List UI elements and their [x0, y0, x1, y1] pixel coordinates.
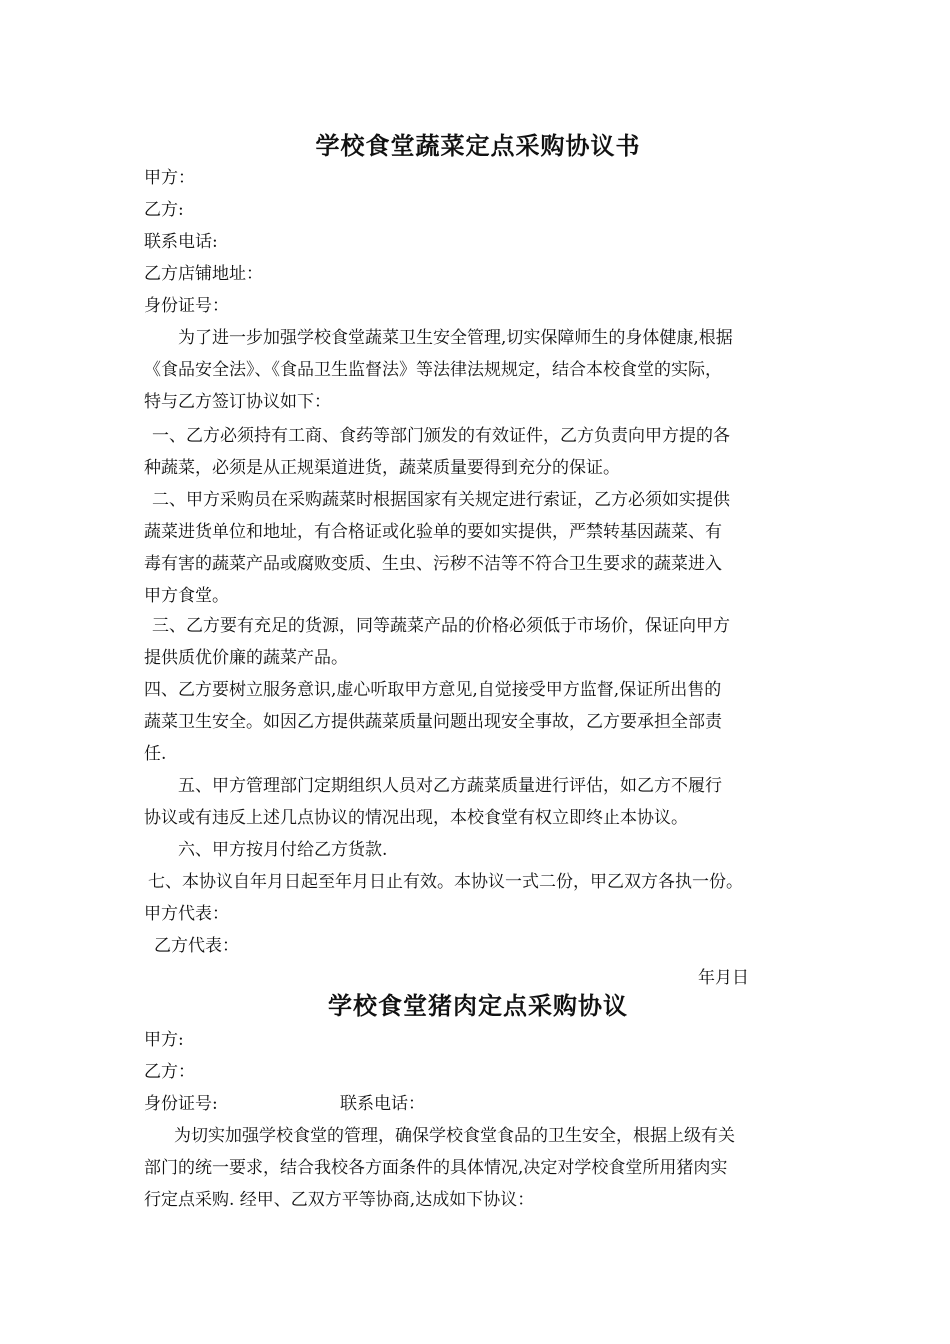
doc1-intro-line: 《食品安全法》、《食品卫生监督法》等法律法规规定，结合本校食堂的实际， [144, 360, 722, 380]
clause-line: 甲方食堂。 [144, 586, 229, 606]
doc1-shop-address: 乙方店铺地址： [144, 264, 263, 284]
doc2-title: 学校食堂猪肉定点采购协议 [328, 991, 628, 1020]
clause-line: 一、乙方必须持有工商、食药等部门颁发的有效证件，乙方负责向甲方提的各 [152, 426, 730, 446]
doc1-id-number: 身份证号： [144, 296, 229, 316]
doc1-intro-line: 特与乙方签订协议如下： [144, 392, 331, 412]
doc1-party-a: 甲方： [144, 168, 195, 188]
doc1-rep-b: 乙方代表： [154, 936, 239, 956]
clause-line: 种蔬菜，必须是从正规渠道进货，蔬菜质量要得到充分的保证。 [144, 458, 620, 478]
doc2-intro-line: 为切实加强学校食堂的管理，确保学校食堂食品的卫生安全，根据上级有关 [174, 1126, 735, 1146]
doc2-party-a: 甲方: [144, 1030, 184, 1050]
doc1-rep-a: 甲方代表： [144, 904, 229, 924]
doc1-phone: 联系电话: [144, 232, 218, 252]
clause-line: 四、乙方要树立服务意识,虚心听取甲方意见,自觉接受甲方监督,保证所出售的 [144, 680, 722, 700]
doc2-intro [144, 1120, 812, 1216]
doc1-party-b: 乙方: [144, 200, 184, 220]
doc1-date: 年月日 [698, 968, 749, 988]
clause-line: 二、甲方采购员在采购蔬菜时根据国家有关规定进行索证，乙方必须如实提供 [152, 490, 730, 510]
doc1-clause-7: 七、本协议自年月日起至年月日止有效。本协议一式二份，甲乙双方各执一份。 [148, 872, 743, 892]
clause-line: 蔬菜进货单位和地址，有合格证或化验单的要如实提供，严禁转基因蔬菜、有 [144, 522, 722, 542]
doc2-intro-line: 部门的统一要求，结合我校各方面条件的具体情况,决定对学校食堂所用猪肉实 [144, 1158, 728, 1178]
doc1-clause-3 [144, 610, 812, 674]
clause-line: 毒有害的蔬菜产品或腐败变质、生虫、污秽不洁等不符合卫生要求的蔬菜进入 [144, 554, 722, 574]
doc1-clause-6: 六、甲方按月付给乙方货款. [178, 840, 388, 860]
doc1-clause-4 [144, 674, 812, 770]
doc2-intro-line: 行定点采购. 经甲、乙双方平等协商,达成如下协议： [144, 1190, 535, 1210]
clause-line: 提供质优价廉的蔬菜产品。 [144, 648, 348, 668]
clause-line: 蔬菜卫生安全。如因乙方提供蔬菜质量问题出现安全事故，乙方要承担全部责 [144, 712, 722, 732]
clause-line: 协议或有违反上述几点协议的情况出现，本校食堂有权立即终止本协议。 [144, 808, 688, 828]
doc2-phone: 联系电话： [340, 1094, 425, 1114]
clause-line: 三、乙方要有充足的货源，同等蔬菜产品的价格必须低于市场价，保证向甲方 [152, 616, 730, 636]
doc2-party-b: 乙方： [144, 1062, 195, 1082]
doc1-clause-5 [144, 770, 812, 834]
doc1-title: 学校食堂蔬菜定点采购协议书 [315, 131, 641, 160]
doc1-intro [144, 322, 812, 418]
doc1-clause-1 [144, 420, 812, 484]
doc2-id-number: 身份证号: [144, 1094, 218, 1114]
doc1-intro-line: 为了进一步加强学校食堂蔬菜卫生安全管理,切实保障师生的身体健康,根据 [178, 328, 733, 348]
clause-line: 五、甲方管理部门定期组织人员对乙方蔬菜质量进行评估，如乙方不履行 [178, 776, 722, 796]
doc1-clause-2 [144, 484, 812, 612]
clause-line: 任. [144, 744, 167, 764]
